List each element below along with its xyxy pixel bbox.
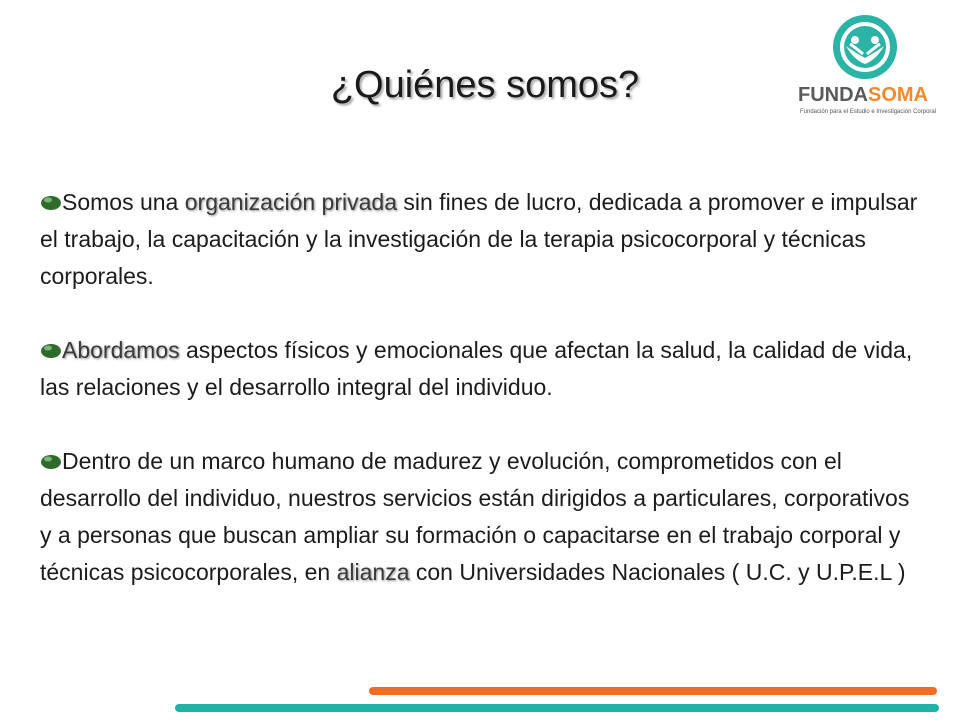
content-body xyxy=(40,184,920,628)
logo-tagline: Fundación para el Estudio e Investigación Corporal xyxy=(800,109,937,115)
logo-brand-part1: FUNDA xyxy=(798,84,868,106)
paragraph-2-post: aspectos físicos y emocionales que afectan la salud, la calidad de vida, las relaciones y el desarrollo integral del individuo. xyxy=(40,337,913,400)
paragraph-1-pre: Somos una xyxy=(62,189,185,215)
paragraph-3 xyxy=(40,443,920,591)
paragraph-3-highlight: alianza xyxy=(336,559,410,585)
green-sphere-bullet-icon xyxy=(40,195,62,211)
fundasoma-logo xyxy=(798,14,938,124)
green-sphere-bullet-icon xyxy=(40,454,62,470)
paragraph-1-post: sin fines de lucro, dedicada a promover e impulsar el trabajo, la capacitación y la investigación de la terapia psicocorporal y técnicas corporales. xyxy=(40,189,918,289)
logo-brand-part2: SOMA xyxy=(868,84,928,106)
fundasoma-logo-icon xyxy=(832,14,898,80)
green-sphere-bullet-icon xyxy=(40,343,62,359)
paragraph-3-post: con Universidades Nacionales ( U.C. y U.P.E.L ) xyxy=(409,559,906,585)
slide-title: ¿Quiénes somos? xyxy=(330,64,640,106)
paragraph-2 xyxy=(40,332,920,406)
paragraph-1 xyxy=(40,184,920,295)
logo-brand-name xyxy=(798,84,938,107)
orange-accent-bar xyxy=(369,687,937,695)
paragraph-2-highlight: Abordamos xyxy=(62,337,180,363)
paragraph-3-pre: Dentro de un marco humano de madurez y evolución, comprometidos con el desarrollo del individuo, nuestros servicios están dirigidos a particulares, corporativos y a personas que buscan ampliar su formación o capacitarse en el trabajo corporal y técnicas psicocorporales, en xyxy=(40,448,910,585)
paragraph-1-highlight: organización privada xyxy=(184,189,397,215)
teal-accent-bar xyxy=(175,704,939,712)
